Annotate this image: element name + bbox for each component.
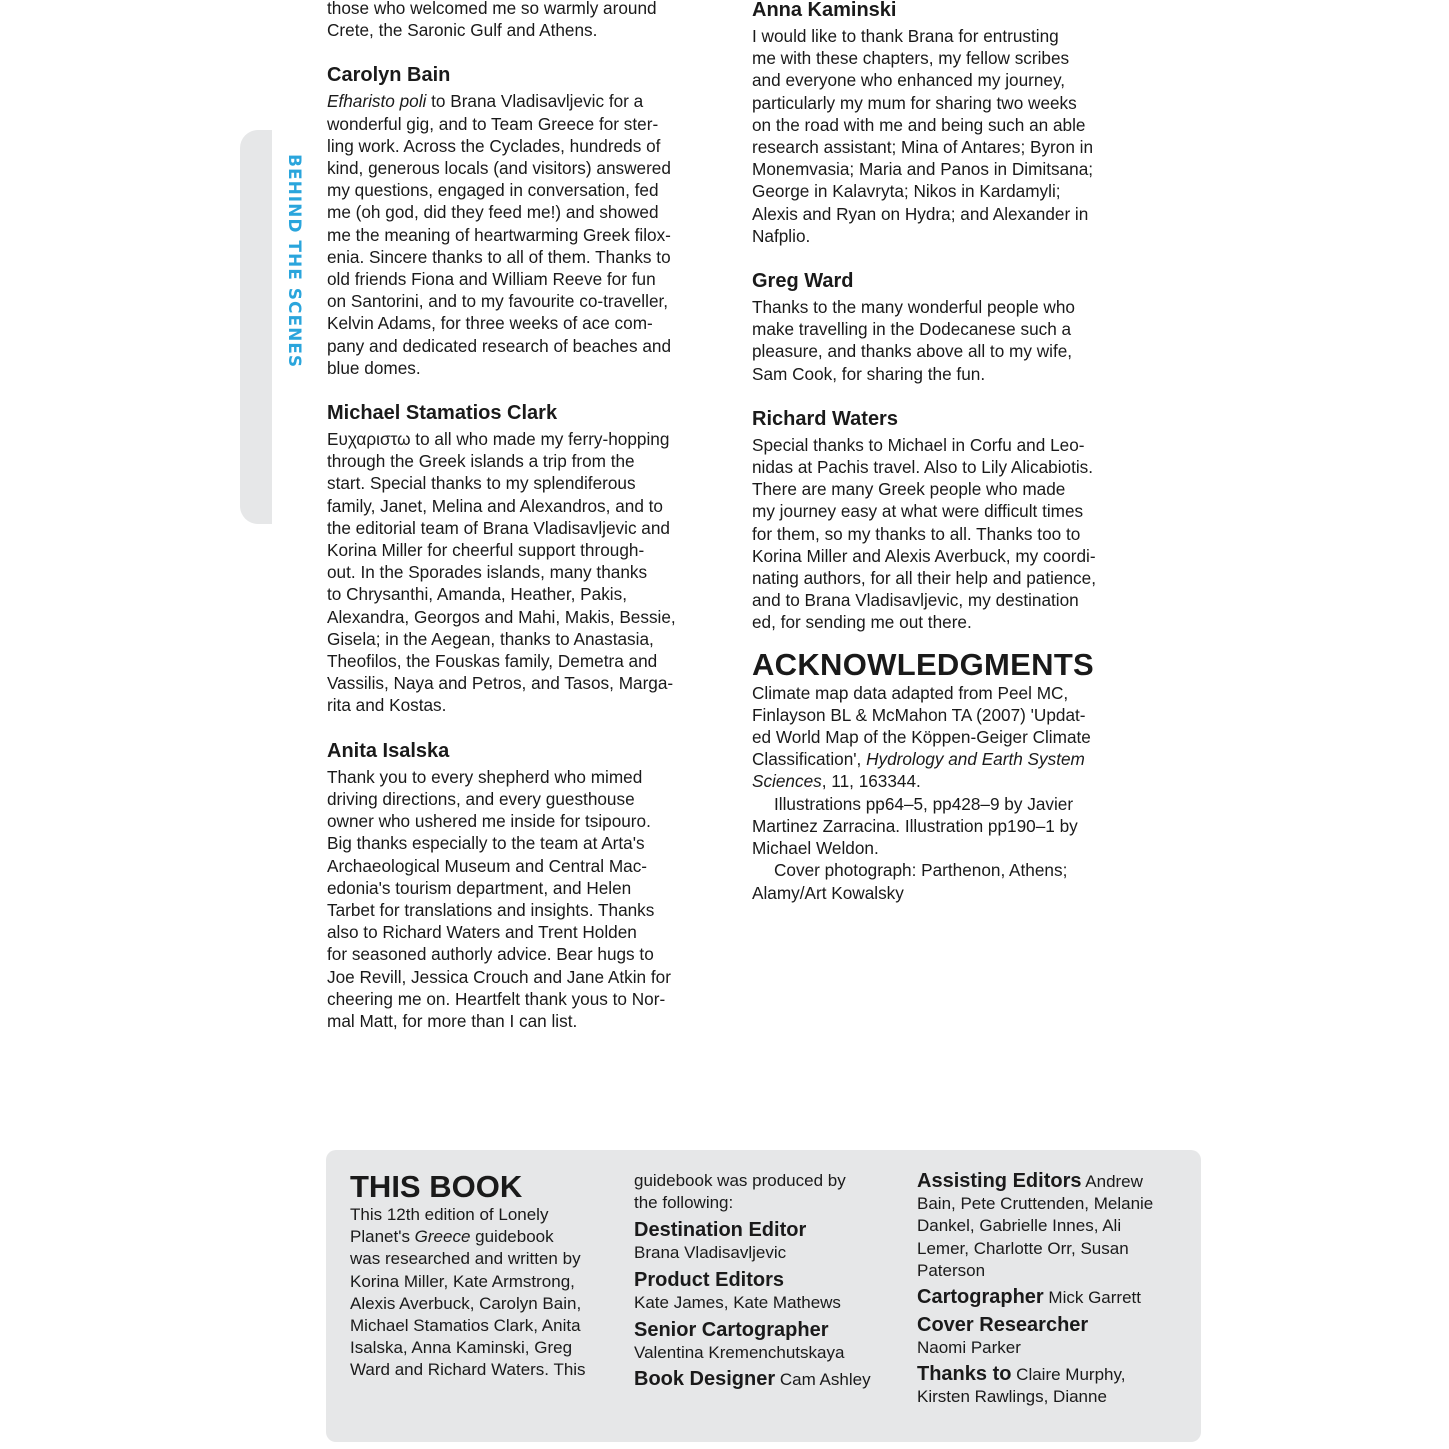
credit-product-editors — [634, 1268, 896, 1314]
credit-name: Cam Ashley — [775, 1370, 871, 1390]
credit-senior-cartographer — [634, 1318, 896, 1364]
author-text-michael: Ευχαριστω to all who made my ferry-hopping through the Greek islands a trip from the start. Special thanks to my splendiferous family, Janet, Melina and Alexandros, and to the editorial team of Brana Vladisavljevic and Korina Miller for cheerful support through- out. In the Sporades islands, many thanks to Chrysanthi, Amanda, Heather, Pakis, Alexandra, Georgos and Mahi, Makis, Bessie, Gisela; in the Aegean, thanks to Anastasia, Theofilos, the Fouskas family, Demetra and Vassilis, Naya and Petros, and Tasos, Marga- rita and Kostas. — [327, 429, 676, 716]
this-book-title: THIS BOOK — [350, 1169, 523, 1204]
credit-head: Destination Editor — [634, 1219, 807, 1242]
this-book-col-2 — [634, 1170, 896, 1391]
author-name-anita: Anita Isalska — [327, 739, 450, 762]
credits-intro: guidebook was produced by the following: — [634, 1171, 846, 1213]
credit-cover-researcher — [917, 1313, 1185, 1359]
credit-head: Senior Cartographer — [634, 1319, 829, 1342]
credit-name: Claire Murphy, Kirsten Rawlings, Dianne — [917, 1365, 1126, 1407]
credit-name: Mick Garrett — [1043, 1288, 1141, 1308]
author-name-michael: Michael Stamatios Clark — [327, 402, 558, 425]
acknowledgments-text-3: Cover photograph: Parthenon, Athens; Alamy/Art Kowalsky — [752, 860, 1068, 903]
acknowledgments-heading: ACKNOWLEDGMENTS — [752, 646, 1095, 682]
this-book-text — [350, 1204, 612, 1382]
this-book-text-a: This 12th edition of Lonely Planet's — [350, 1205, 549, 1247]
credit-name: Valentina Kremenchutskaya — [634, 1343, 845, 1363]
credit-name: Kate James, Kate Mathews — [634, 1293, 841, 1313]
right-column — [752, 0, 1157, 904]
credit-head: Cartographer — [917, 1286, 1044, 1309]
ack-text-1-italic: Hydrology and Earth System Sciences — [752, 749, 1085, 792]
credit-name: Andrew Bain, Pete Cruttenden, Melanie Dankel, Gabrielle Innes, Ali Lemer, Charlotte Orr, Susan Paterson — [917, 1172, 1154, 1280]
ack-text-1-end: , 11, 163344. — [821, 771, 921, 792]
acknowledgments-text-2: Illustrations pp64–5, pp428–9 by Javier Martinez Zarracina. Illustration pp190–1 by Michael Weldon. — [752, 793, 1078, 859]
author-name-greg: Greg Ward — [752, 270, 854, 293]
section-tab — [240, 130, 272, 524]
credit-destination-editor — [634, 1218, 896, 1264]
author-name-anna: Anna Kaminski — [752, 0, 897, 21]
acknowledgments-text-1 — [752, 682, 1157, 793]
this-book-text-b: guidebook was researched and written by Korina Miller, Kate Armstrong, Alexis Averbuck, Carolyn Bain, Michael Stamatios Clark, Anita Isalska, Anna Kaminski, Greg Ward and Richard Waters. This — [350, 1227, 586, 1380]
author-text-richard: Special thanks to Michael in Corfu and Leo- nidas at Pachis travel. Also to Lily Alicabiotis. There are many Greek people who made my journey easy at what were difficult times for them, so my thanks to all. Thanks too to Korina Miller and Alexis Averbuck, my coordi- nating authors, for all their help and patience, and to Brana Vladisavljevic, my destination ed, for sending me out there. — [752, 434, 1096, 633]
this-book-col-3 — [917, 1170, 1185, 1408]
author-text-anita: Thank you to every shepherd who mimed driving directions, and every guesthouse owner who ushered me inside for tsipouro. Big thanks especially to the team at Arta's Archaeological Museum and Central Mac- edonia's tourism department, and Helen Tarbet for translations and insights. Thanks also to Richard Waters and Trent Holden for seasoned authorly advice. Bear hugs to Joe Revill, Jessica Crouch and Jane Atkin for cheering me on. Heartfelt thank yous to Nor- mal Matt, for more than I can list. — [327, 766, 671, 1031]
carolyn-body: to Brana Vladisavljevic for a wonderful gig, and to Team Greece for ster- ling work. Across the Cyclades, hundreds of kind, generous locals (and visitors) answered my questions, engaged in conversation, fed me (oh god, did they feed me!) and showed me the meaning of heartwarming Greek filox- enia. Sincere thanks to all of them. Thanks to old friends Fiona and William Reeve for fun on Santorini, and to my favourite co-traveller, Kelvin Adams, for three weeks of ace com- pany and dedicated research of beaches and blue domes. — [327, 91, 672, 378]
this-book-italic: Greece — [414, 1227, 471, 1247]
left-column — [327, 0, 732, 1032]
author-name-carolyn: Carolyn Bain — [327, 64, 451, 87]
credit-head: Product Editors — [634, 1269, 785, 1292]
section-tab-label: BEHIND THE SCENES — [284, 154, 304, 369]
credit-head: Book Designer — [634, 1368, 776, 1391]
credit-head: Cover Researcher — [917, 1314, 1089, 1337]
credit-assisting-editors — [917, 1170, 1185, 1282]
credit-book-designer — [634, 1368, 896, 1391]
credit-cartographer — [917, 1286, 1185, 1309]
credit-thanks — [917, 1363, 1185, 1408]
credit-name: Brana Vladisavljevic — [634, 1243, 787, 1263]
credit-name: Naomi Parker — [917, 1338, 1021, 1358]
this-book-box — [326, 1150, 1201, 1442]
author-name-richard: Richard Waters — [752, 407, 898, 430]
author-text-anna: I would like to thank Brana for entrusting me with these chapters, my fellow scribes and everyone who enhanced my journey, particularly my mum for sharing two weeks on the road with me and being such an able research assistant; Mina of Antares; Byron in Monemvasia; Maria and Panos in Dimitsana; George in Kalavryta; Nikos in Kardamyli; Alexis and Ryan on Hydra; and Alexander in Nafplio. — [752, 26, 1094, 246]
ack-text-1a: Climate map data adapted from Peel MC, Finlayson BL & McMahon TA (2007) 'Updat- ed World Map of the Köppen-Geiger Climate Classification', — [752, 682, 1091, 770]
this-book-col-1 — [350, 1170, 612, 1382]
credit-head: Thanks to — [917, 1363, 1012, 1386]
intro-text: those who welcomed me so warmly around Crete, the Saronic Gulf and Athens. — [327, 0, 657, 41]
author-text-carolyn — [327, 90, 732, 379]
credit-head: Assisting Editors — [917, 1170, 1082, 1192]
carolyn-italic: Efharisto poli — [327, 91, 427, 112]
author-text-greg: Thanks to the many wonderful people who make travelling in the Dodecanese such a pleasure, and thanks above all to my wife, Sam Cook, for sharing the fun. — [752, 297, 1075, 384]
